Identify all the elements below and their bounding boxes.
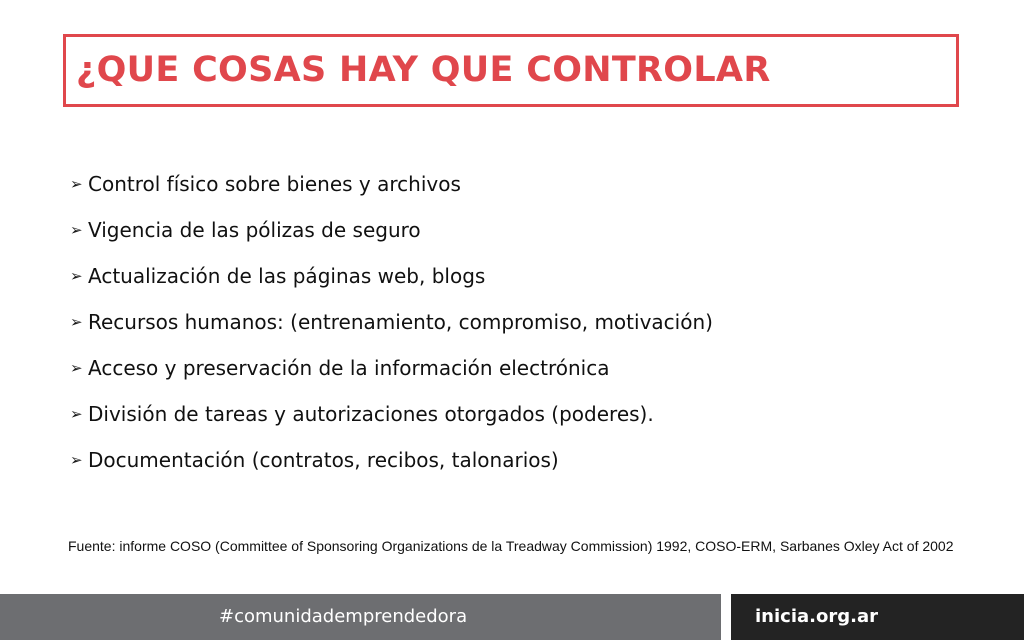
arrow-bullet-icon: ➢ xyxy=(70,175,83,193)
arrow-bullet-icon: ➢ xyxy=(70,267,83,285)
bullet-list xyxy=(70,161,713,483)
bullet-text: Acceso y preservación de la información electrónica xyxy=(88,356,610,380)
bullet-item xyxy=(70,161,713,207)
arrow-bullet-icon: ➢ xyxy=(70,221,83,239)
arrow-bullet-icon: ➢ xyxy=(70,405,83,423)
bullet-item xyxy=(70,299,713,345)
bullet-text: Vigencia de las pólizas de seguro xyxy=(88,218,421,242)
title-box xyxy=(63,34,959,107)
bullet-item xyxy=(70,437,713,483)
bullet-item xyxy=(70,345,713,391)
footer-site-bar xyxy=(731,594,1024,640)
arrow-bullet-icon: ➢ xyxy=(70,451,83,469)
bullet-item xyxy=(70,207,713,253)
footer-hashtag: #comunidademprendedora xyxy=(219,606,468,627)
footer-hashtag-bar xyxy=(0,594,721,640)
bullet-text: Control físico sobre bienes y archivos xyxy=(88,172,461,196)
bullet-text: Documentación (contratos, recibos, talonarios) xyxy=(88,448,559,472)
bullet-item xyxy=(70,253,713,299)
bullet-text: Recursos humanos: (entrenamiento, compromiso, motivación) xyxy=(88,310,713,334)
bullet-text: Actualización de las páginas web, blogs xyxy=(88,264,486,288)
source-note: Fuente: informe COSO (Committee of Sponsoring Organizations de la Treadway Commission) 1992, COSO-ERM, Sarbanes Oxley Act of 2002 xyxy=(68,538,954,554)
bullet-text: División de tareas y autorizaciones otorgados (poderes). xyxy=(88,402,654,426)
bullet-item xyxy=(70,391,713,437)
arrow-bullet-icon: ➢ xyxy=(70,359,83,377)
footer-site-link[interactable]: inicia.org.ar xyxy=(755,606,878,627)
arrow-bullet-icon: ➢ xyxy=(70,313,83,331)
slide-title: ¿QUE COSAS HAY QUE CONTROLAR xyxy=(76,50,771,90)
